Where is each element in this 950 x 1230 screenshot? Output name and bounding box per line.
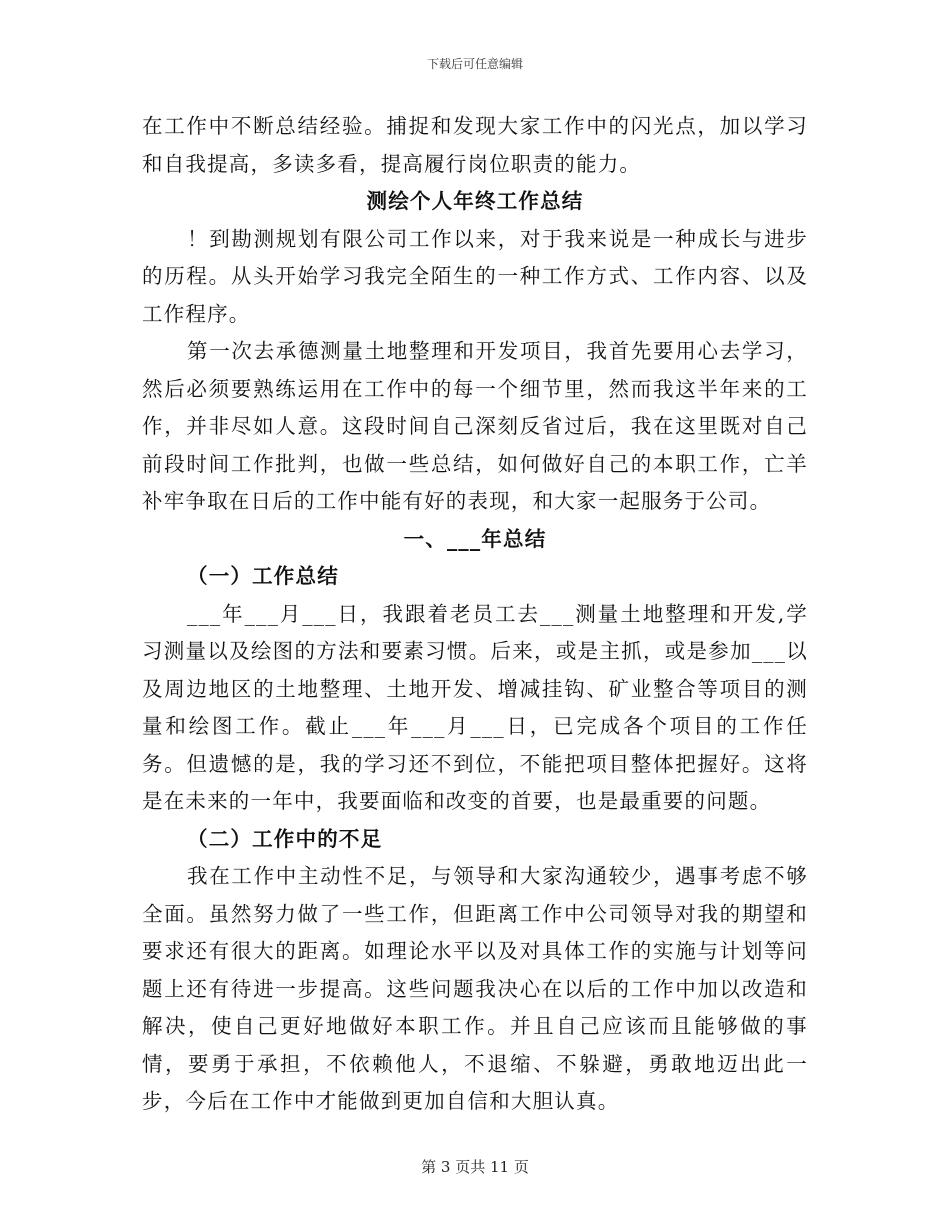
page-footer: 第 3 页共 11 页 xyxy=(421,1158,529,1176)
subsection-heading-shortcomings: （二）工作中的不足 xyxy=(187,826,383,851)
page-header: 下载后可任意编辑 xyxy=(426,57,523,71)
paragraph-work-summary: ___年___月___日，我跟着老员工去___测量土地整理和开发,学习测量以及绘图的方法和要素习惯。后来，或是主抓，或是参加___以及周边地区的土地整理、土地开发、增减挂钩、矿业整合等项目的测量和绘图工作。截止___年___月___日，已完成各个项目的工作任务。但遗憾的是，我的学习还不到位，不能把项目整体把握好。这将是在未来的一年中，我要面临和改变的首要，也是最重要的问题。 xyxy=(142,601,808,813)
paragraph-first-project: 第一次去承德测量土地整理和开发项目，我首先要用心去学习，然后必须要熟练运用在工作中的每一个细节里，然而我这半年来的工作，并非尽如人意。这段时间自己深刻反省过后，我在这里既对自己前段时间工作批判，也做一些总结，如何做好自己的本职工作，亡羊补牢争取在日后的工作中能有好的表现，和大家一起服务于公司。 xyxy=(142,339,808,513)
section-heading-year-summary: 一、___年总结 xyxy=(403,526,547,551)
paragraph-intro: ！到勘测规划有限公司工作以来，对于我来说是一种成长与进步的历程。从头开始学习我完全陌生的一种工作方式、工作内容、以及工作程序。 xyxy=(142,226,808,326)
paragraph-shortcomings: 我在工作中主动性不足，与领导和大家沟通较少，遇事考虑不够全面。虽然努力做了一些工作，但距离工作中公司领导对我的期望和要求还有很大的距离。如理论水平以及对具体工作的实施与计划等问题上还有待进一步提高。这些问题我决心在以后的工作中加以改造和解决，使自己更好地做好本职工作。并且自己应该而且能够做的事情，要勇于承担，不依赖他人，不退缩、不躲避，勇敢地迈出此一步，今后在工作中才能做到更加自信和大胆认真。 xyxy=(142,864,808,1113)
document-body xyxy=(142,108,808,1121)
subsection-heading-work-summary: （一）工作总结 xyxy=(187,564,339,588)
paragraph-continued: 在工作中不断总结经验。捕捉和发现大家工作中的闪光点，加以学习和自我提高，多读多看，提高履行岗位职责的能力。 xyxy=(142,114,808,176)
document-title: 测绘个人年终工作总结 xyxy=(366,189,584,213)
